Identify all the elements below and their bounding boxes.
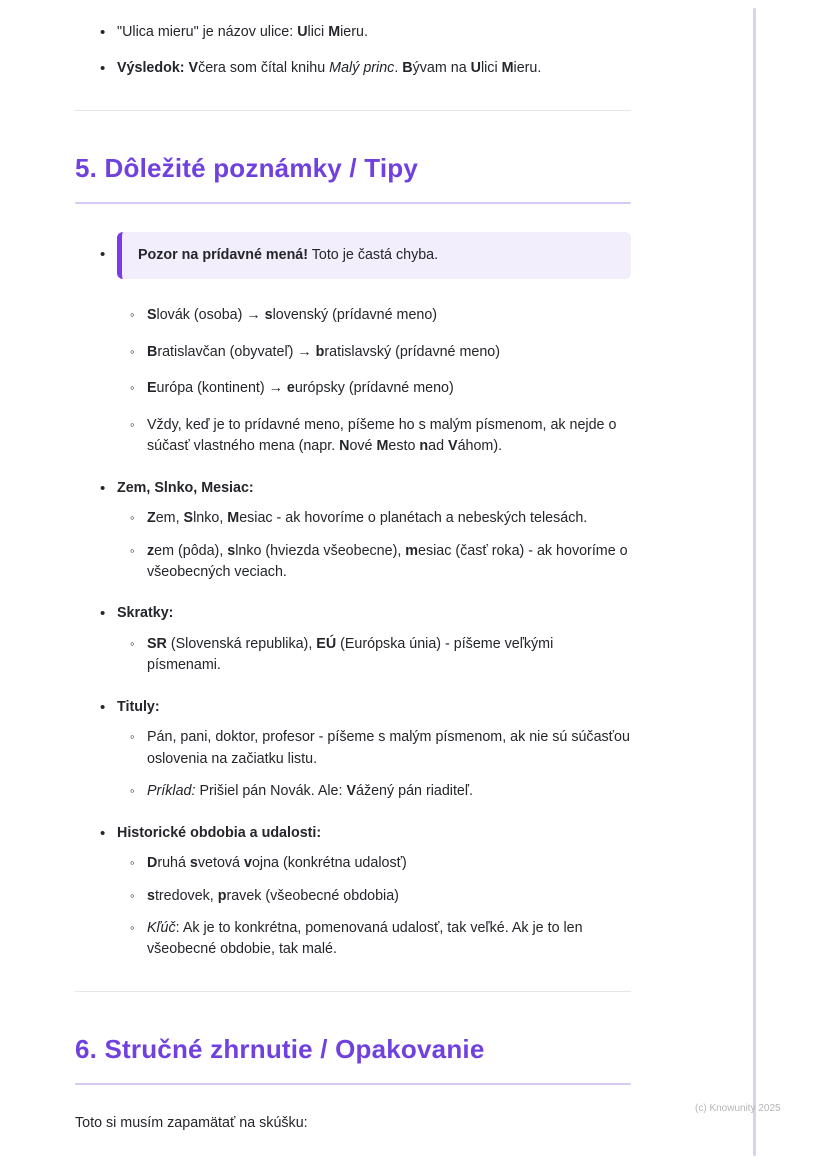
bullet-icon: [100, 478, 117, 501]
circle-bullet-icon: [130, 305, 147, 326]
list-item: [100, 603, 631, 626]
circle-bullet-icon: [130, 853, 147, 874]
list-item: [130, 378, 631, 399]
group-label: Historické obdobia a udalosti:: [117, 824, 322, 841]
list-item: [130, 727, 631, 770]
list-item-text: Európa (kontinent) → európsky (prídavné meno): [147, 380, 454, 397]
list-item: [100, 697, 631, 720]
paragraph: Toto si musím zapamätať na skúšku:: [75, 1114, 308, 1131]
bullet-icon: [100, 22, 117, 45]
section-6-heading: 6. Stručné zhrnutie / Opakovanie: [75, 1033, 485, 1064]
bullet-icon: [100, 244, 117, 267]
list-item: [130, 415, 631, 458]
list-item: [100, 823, 631, 846]
list-item-text: Pán, pani, doktor, profesor - píšeme s malým písmenom, ak nie sú súčasťou oslovenia na začiatku listu.: [147, 729, 630, 767]
list-item: [130, 634, 631, 677]
callout-box: [117, 232, 631, 279]
bullet-icon: [100, 603, 117, 626]
list-item: [130, 342, 631, 363]
bullet-icon: [100, 58, 117, 81]
list-item-text: Druhá svetová vojna (konkrétna udalosť): [147, 855, 407, 872]
circle-bullet-icon: [130, 634, 147, 655]
section-divider: [75, 991, 631, 992]
list-item-text: Vždy, keď je to prídavné meno, píšeme ho s malým písmenom, ak nejde o súčasť vlastného mena (napr. Nové Mesto nad Váhom).: [147, 416, 617, 455]
circle-bullet-icon: [130, 415, 147, 436]
bullet-icon: [100, 823, 117, 846]
group-label: Tituly:: [117, 698, 160, 715]
list-item: [130, 853, 631, 874]
note-group: [75, 823, 631, 961]
note-group: [75, 697, 631, 803]
callout-text: Pozor na prídavné mená! Toto je častá chyba.: [138, 247, 439, 263]
heading-underline: [75, 202, 631, 204]
list-item-text: zem (pôda), slnko (hviezda všeobecne), mesiac (časť roka) - ak hovoríme o všeobecných veciach.: [147, 542, 628, 580]
note-group: [75, 603, 631, 676]
list-item-text: Výsledok: Včera som čítal knihu Malý princ. Bývam na Ulici Mieru.: [117, 59, 542, 76]
circle-bullet-icon: [130, 541, 147, 562]
circle-bullet-icon: [130, 886, 147, 907]
list-item-text: SR (Slovenská republika), EÚ (Európska únia) - píšeme veľkými písmenami.: [147, 635, 554, 674]
circle-bullet-icon: [130, 378, 147, 399]
list-item: [130, 541, 631, 584]
list-item: [130, 886, 631, 907]
bullet-icon: [100, 697, 117, 720]
note-group: [75, 478, 631, 584]
list-item-text: stredovek, pravek (všeobecné obdobia): [147, 887, 399, 904]
document-page: [75, 22, 631, 1134]
circle-bullet-icon: [130, 781, 147, 802]
circle-bullet-icon: [130, 727, 147, 748]
watermark: (c) Knowunity 2025: [695, 1103, 781, 1114]
section-divider: [75, 110, 631, 111]
list-item-text: Kľúč: Ak je to konkrétna, pomenovaná udalosť, tak veľké. Ak je to len všeobecné obdobie, tak malé.: [147, 920, 583, 958]
list-item: [130, 305, 631, 326]
list-item: [100, 478, 631, 501]
list-item: [100, 22, 631, 45]
list-item-text: Príklad: Prišiel pán Novák. Ale: Vážený pán riaditeľ.: [147, 783, 474, 800]
list-item: [100, 58, 631, 81]
page-edge-rule: [753, 8, 756, 1156]
circle-bullet-icon: [130, 342, 147, 363]
list-item: [100, 232, 631, 279]
list-item-text: Slovák (osoba) → slovenský (prídavné meno): [147, 307, 438, 324]
list-item: [130, 781, 631, 802]
section-5-heading: 5. Dôležité poznámky / Tipy: [75, 153, 419, 183]
circle-bullet-icon: [130, 918, 147, 939]
list-item-text: "Ulica mieru" je názov ulice: Ulici Mieru.: [117, 24, 368, 40]
list-item-text: Bratislavčan (obyvateľ) → bratislavský (prídavné meno): [147, 343, 500, 360]
heading-underline: [75, 1083, 631, 1085]
circle-bullet-icon: [130, 508, 147, 529]
list-item: [130, 508, 631, 529]
group-label: Zem, Slnko, Mesiac:: [117, 479, 254, 496]
list-item-text: Zem, Slnko, Mesiac - ak hovoríme o planétach a nebeských telesách.: [147, 510, 588, 527]
group-label: Skratky:: [117, 605, 174, 622]
list-item: [130, 918, 631, 961]
